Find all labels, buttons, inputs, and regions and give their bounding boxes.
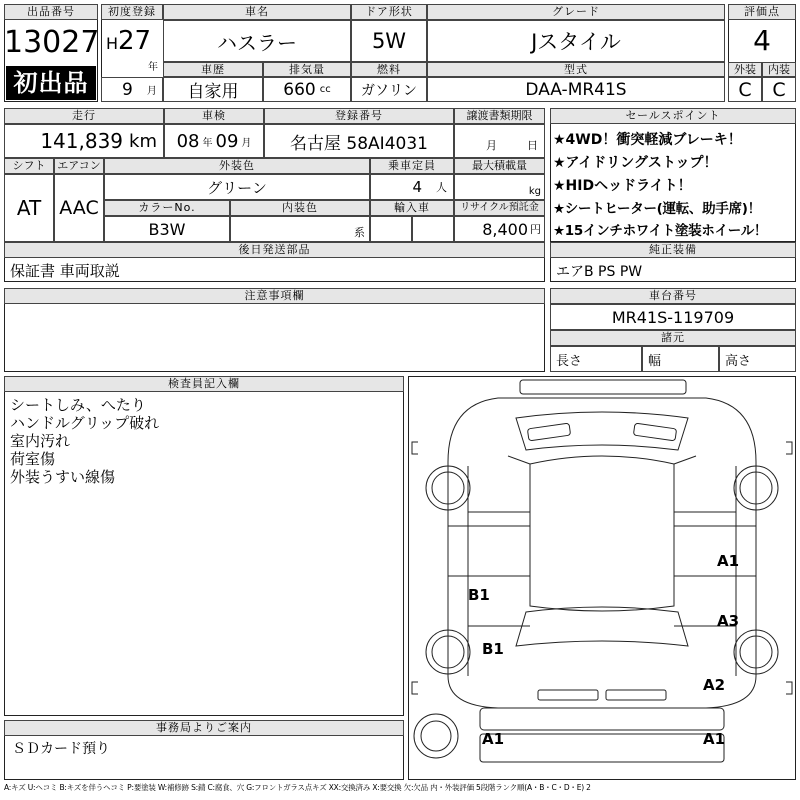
shift-label: シフト [4, 158, 54, 174]
int-color-unit: 系 [354, 226, 365, 239]
mileage: 141,839 [40, 129, 124, 153]
import-cell-a [370, 216, 412, 242]
cabin-outline [530, 456, 674, 611]
fuel: ガソリン [351, 77, 427, 102]
capacity-label: 乗車定員 [370, 158, 454, 174]
displacement-label: 排気量 [263, 62, 351, 77]
notes-title: 注意事項欄 [4, 288, 545, 304]
displacement-unit: cc [319, 84, 331, 95]
right-body [674, 462, 756, 676]
ac-label: エアコン [54, 158, 104, 174]
chassis-number: MR41S-119709 [550, 304, 796, 330]
inspection-label: 車検 [164, 108, 264, 124]
sales-points-title: セールスポイント [550, 108, 796, 124]
headlight-left [527, 423, 570, 441]
damage-mark-b1-left: B1 [468, 586, 490, 604]
length-cell [550, 346, 642, 372]
sales-point-1: ★4WD！衝突軽減ブレーキ！ [553, 132, 742, 148]
first-reg-month: 9 [122, 79, 133, 100]
car-name: ハスラー [163, 20, 351, 62]
first-reg-year-unit: 年 [148, 62, 158, 73]
sales-point-3: ★HIDヘッドライト！ [553, 178, 692, 194]
inspector-line-3: 室内汚れ [10, 432, 71, 450]
interior-grade: C [762, 77, 796, 102]
int-color-cell [230, 216, 370, 242]
inspection-month-unit: 月 [241, 137, 252, 149]
inspection-year: 08 [176, 130, 200, 152]
length-label: 長さ [556, 353, 583, 369]
sales-point-5: ★15インチホワイト塗装ホイール！ [553, 223, 768, 239]
score-label: 評価点 [728, 4, 796, 20]
door-type: 5W [351, 20, 427, 62]
spare-wheel-inner [421, 721, 451, 751]
color-label: 外装色 [104, 158, 370, 174]
sales-point-2: ★アイドリングストップ！ [553, 155, 718, 171]
inspector-line-5: 外装うすい線傷 [10, 468, 116, 486]
inspection-month: 09 [215, 130, 239, 152]
rear-window [516, 607, 688, 646]
car-name-label: 車名 [163, 4, 351, 20]
rear-light-left [538, 690, 598, 700]
dims-title: 諸元 [550, 330, 796, 346]
first-listing-badge: 初出品 [6, 66, 96, 100]
rear-floor [480, 734, 724, 762]
recycle-unit: 円 [530, 223, 541, 236]
width-cell [642, 346, 719, 372]
first-reg-month-unit: 月 [146, 86, 157, 97]
mileage-unit: km [129, 130, 157, 152]
ac: AAC [54, 174, 104, 242]
bracket-left-top [412, 442, 418, 454]
car-damage-diagram [408, 376, 796, 780]
width-label: 幅 [648, 353, 662, 369]
load-cell [454, 174, 545, 200]
transfer-month-unit: 月 [486, 139, 497, 152]
import-label: 輸入車 [370, 200, 454, 216]
height-label: 高さ [725, 353, 752, 369]
sales-point-4: ★シートヒーター(運転、助手席)！ [553, 201, 761, 217]
door-label: ドア形状 [351, 4, 427, 20]
grade-label: グレード [427, 4, 725, 20]
plate-label: 登録番号 [264, 108, 454, 124]
lot-label: 出品番号 [4, 4, 98, 20]
chassis-title: 車台番号 [550, 288, 796, 304]
recycle-label: リサイクル預託金 [454, 200, 545, 216]
load-label: 最大積載量 [454, 158, 545, 174]
capacity-unit: 人 [436, 181, 447, 194]
windshield-top [516, 412, 688, 450]
standard-equipment-text: エアB PS PW [556, 264, 643, 280]
grade: Jスタイル [427, 20, 725, 62]
displacement-cell [263, 77, 351, 102]
first-reg-era: H [106, 34, 119, 53]
inspector-title: 検査員記入欄 [4, 376, 404, 392]
inspector-line-4: 荷室傷 [10, 450, 56, 468]
rear-bumper [480, 708, 724, 730]
color-no: B3W [104, 216, 230, 242]
front-bumper [520, 380, 686, 394]
transfer-day-unit: 日 [527, 139, 538, 152]
interior-label: 内装 [762, 62, 796, 77]
fuel-label: 燃料 [351, 62, 427, 77]
recycle-cell [454, 216, 545, 242]
plate: 名古屋 58AI4031 [264, 124, 454, 158]
height-cell [719, 346, 796, 372]
recycle: 8,400 [482, 219, 528, 239]
transfer-label: 譲渡書類期限 [454, 108, 545, 124]
inspector-line-2: ハンドルグリップ破れ [10, 414, 160, 432]
load-unit: kg [528, 185, 541, 197]
first-reg-label: 初度登録 [101, 4, 163, 20]
bracket-right-top [786, 442, 792, 454]
mileage-cell [4, 124, 164, 158]
capacity-cell [370, 174, 454, 200]
left-door-lines [468, 512, 530, 626]
model: DAA-MR41S [427, 77, 725, 102]
first-reg-month-cell [101, 77, 163, 102]
model-label: 型式 [427, 62, 725, 77]
later-parts-text: 保証書 車両取説 [10, 262, 120, 280]
bracket-right-bottom [786, 682, 792, 694]
standard-equipment-title: 純正装備 [550, 242, 796, 258]
inspector-line-1: シートしみ、へたり [10, 396, 146, 414]
damage-mark-a2-right: A2 [703, 676, 726, 694]
displacement: 660 [283, 79, 316, 100]
office-text: ＳＤカード預り [12, 741, 110, 757]
history-label: 車歴 [163, 62, 263, 77]
int-color-label: 内装色 [230, 200, 370, 216]
damage-mark-a1-rear-right: A1 [703, 730, 726, 748]
damage-mark-a1-rear-left: A1 [482, 730, 505, 748]
color-no-label: カラーNo. [104, 200, 230, 216]
mileage-label: 走行 [4, 108, 164, 124]
capacity: 4 [412, 178, 422, 196]
import-cell-b [412, 216, 454, 242]
history: 自家用 [163, 77, 263, 102]
inspection-year-unit: 年 [202, 137, 213, 149]
front-outline [448, 398, 756, 462]
damage-mark-a3-right: A3 [717, 612, 740, 630]
headlight-right [633, 423, 676, 441]
score: 4 [753, 24, 771, 57]
exterior-label: 外装 [728, 62, 762, 77]
shift: AT [4, 174, 54, 242]
legend: A:キズ U:ヘコミ B:キズを伴うヘコミ P:要塗装 W:補修跡 S:錆 C:腐食、穴 G:フロントガラス点キズ XX:交換済み X:要交換 欠:欠品 内・外装評価 5段階ランク順(A・B・C・D・E) 2 [4, 783, 591, 792]
rear-light-right [606, 690, 666, 700]
damage-mark-a1-right: A1 [717, 552, 740, 570]
inspection-cell [164, 124, 264, 158]
office-title: 事務局よりご案内 [4, 720, 404, 736]
damage-mark-b1-left-rear: B1 [482, 640, 504, 658]
bracket-left-bottom [412, 682, 418, 694]
lot-number: 13027 [4, 25, 100, 60]
later-parts-title: 後日発送部品 [4, 242, 545, 258]
color: グリーン [104, 174, 370, 200]
first-reg-year: 27 [118, 26, 152, 56]
transfer-cell [454, 124, 545, 158]
exterior-grade: C [728, 77, 762, 102]
